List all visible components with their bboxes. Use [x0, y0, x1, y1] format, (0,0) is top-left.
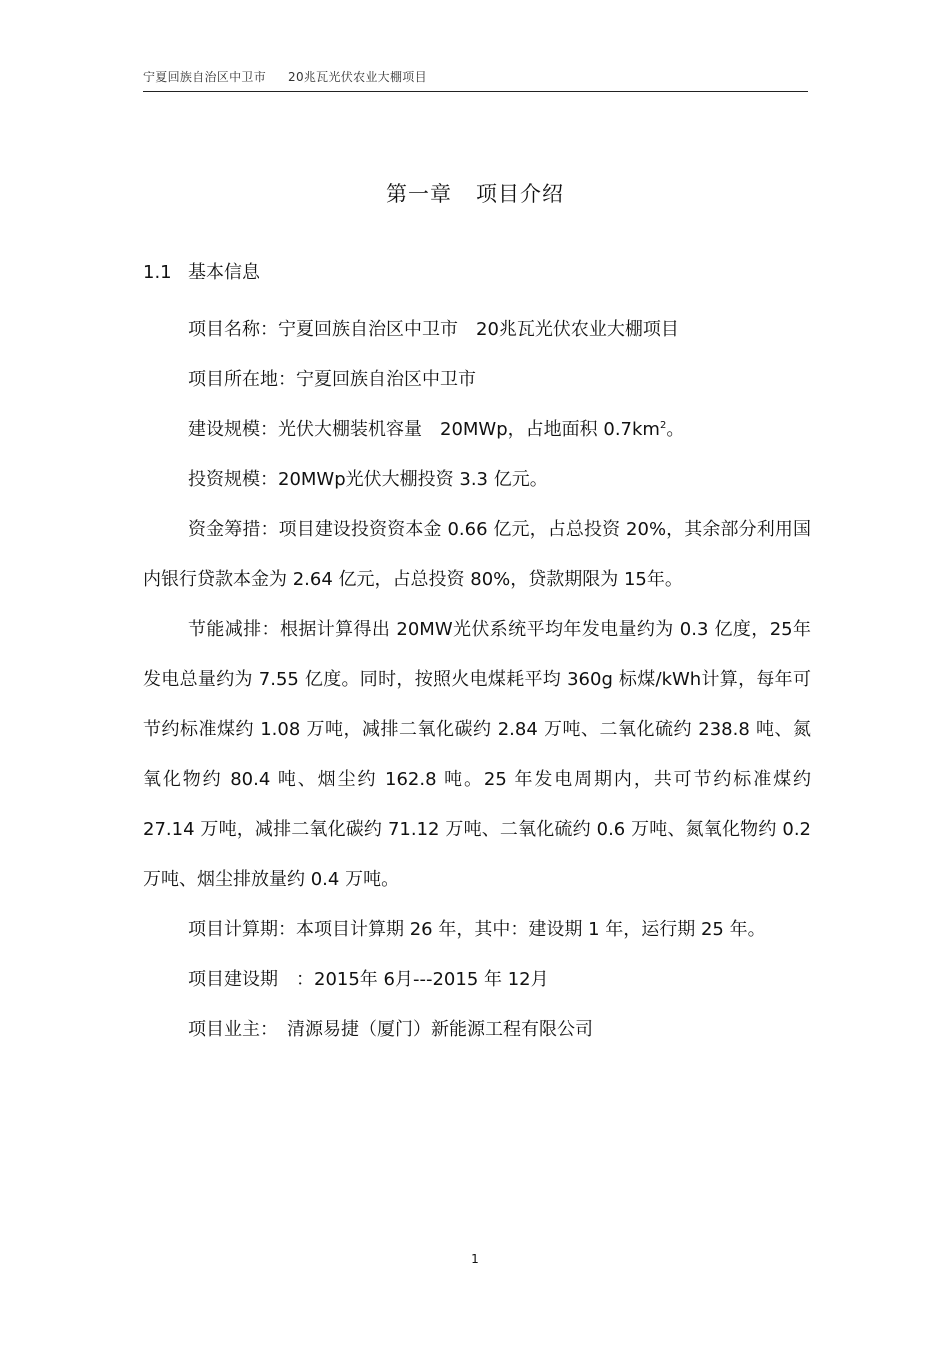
- scale-end: 。: [666, 419, 685, 440]
- paragraph-construction-scale: [143, 405, 811, 455]
- header-region: 宁夏回族自治区中卫市: [143, 70, 267, 84]
- paragraph-investment-scale: 投资规模：20MWp光伏大棚投资 3.3 亿元。: [188, 469, 548, 490]
- superscript-squared: 2: [659, 420, 667, 431]
- section-number: 1.1: [143, 262, 172, 283]
- chapter-number: 第一章: [386, 182, 452, 206]
- chapter-name: 项目介绍: [476, 182, 564, 206]
- paragraph-calc-period: 项目计算期：本项目计算期 26 年，其中：建设期 1 年，运行期 25 年。: [188, 919, 766, 940]
- running-header: [143, 68, 427, 85]
- paragraph-funding: 资金筹措：项目建设投资资本金 0.66 亿元，占总投资 20%，其余部分利用国内银行贷款本金为 2.64 亿元，占总投资 80%，贷款期限为 15年。: [143, 519, 811, 590]
- section-heading: [143, 258, 260, 284]
- chapter-title: [0, 178, 950, 208]
- paragraph-construction-period: 项目建设期 ：2015年 6月---2015 年 12月: [188, 969, 549, 990]
- scale-text: 建设规模：光伏大棚装机容量 20MWp，占地面积 0.7km: [188, 419, 660, 440]
- paragraph-project-name: 项目名称：宁夏回族自治区中卫市 20兆瓦光伏农业大棚项目: [188, 319, 679, 340]
- paragraph-location: 项目所在地：宁夏回族自治区中卫市: [188, 369, 476, 390]
- paragraph-owner: 项目业主： 清源易捷（厦门）新能源工程有限公司: [188, 1019, 593, 1040]
- header-divider: [143, 91, 808, 92]
- body-text: [143, 305, 811, 1055]
- section-title: 基本信息: [188, 262, 260, 283]
- page-number: 1: [471, 1252, 479, 1266]
- header-project: 20兆瓦光伏农业大棚项目: [288, 70, 427, 84]
- paragraph-energy-saving: 节能减排：根据计算得出 20MW光伏系统平均年发电量约为 0.3 亿度，25年发电总量约为 7.55 亿度。同时，按照火电煤耗平均 360g 标煤/kWh计算，每年可节约标准煤约 1.08 万吨，减排二氧化碳约 2.84 万吨、二氧化硫约 238.8 吨、氮氧化物约 80.4 吨、烟尘约 162.8 吨。25 年发电周期内，共可节约标准煤约 27.14 万吨，减排二氧化碳约 71.12 万吨、二氧化硫约 0.6 万吨、氮氧化物约 0.2 万吨、烟尘排放量约 0.4 万吨。: [143, 619, 811, 890]
